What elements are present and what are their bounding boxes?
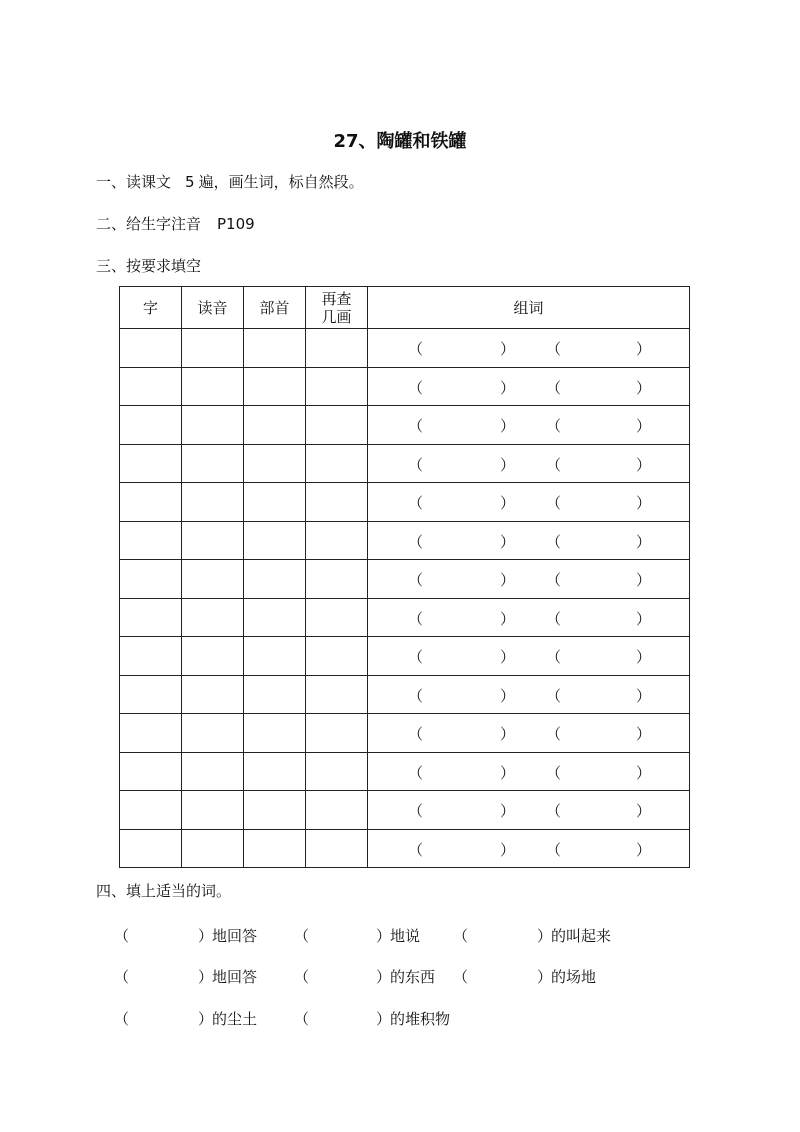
paren-close: ） <box>500 417 516 436</box>
cell-radical[interactable] <box>244 329 306 368</box>
cell-words[interactable] <box>368 521 690 560</box>
paren-close: ） <box>537 968 553 986</box>
paren-open: （ <box>546 840 562 859</box>
paren-open: （ <box>546 455 562 474</box>
fill-blank[interactable] <box>310 925 376 945</box>
cell-words[interactable] <box>368 406 690 445</box>
fill-blank[interactable] <box>130 925 198 945</box>
section-2-label: 二、给生字注音 <box>96 215 202 233</box>
table-header-row <box>120 287 690 329</box>
cell-words[interactable] <box>368 675 690 714</box>
fill-blank[interactable] <box>130 966 198 986</box>
cell-radical[interactable] <box>244 752 306 791</box>
paren-open: （ <box>294 927 310 945</box>
paren-close: ） <box>198 968 214 986</box>
cell-strokes[interactable] <box>306 675 368 714</box>
paren-open: （ <box>546 494 562 513</box>
header-char: 字 <box>120 287 182 329</box>
cell-radical[interactable] <box>244 829 306 868</box>
header-strokes-text: 再查 几画 <box>321 289 352 326</box>
section-3-label: 三、按要求填空 <box>96 257 202 275</box>
paren-close: ） <box>636 840 652 859</box>
section-1-text: 遍，画生词，标自然段。 <box>198 173 364 191</box>
paren-open: （ <box>453 927 469 945</box>
paren-open: （ <box>408 532 424 551</box>
cell-strokes[interactable] <box>306 521 368 560</box>
cell-strokes[interactable] <box>306 791 368 830</box>
cell-char[interactable] <box>120 752 182 791</box>
fill-blank[interactable] <box>469 925 537 945</box>
paren-open: （ <box>294 968 310 986</box>
paren-close: ） <box>500 763 516 782</box>
cell-words[interactable] <box>368 714 690 753</box>
table-row <box>120 714 690 753</box>
paren-open: （ <box>453 968 469 986</box>
header-pinyin: 读音 <box>182 287 244 329</box>
table-row <box>120 560 690 599</box>
cell-radical[interactable] <box>244 367 306 406</box>
paren-open: （ <box>408 802 424 821</box>
table-row <box>120 791 690 830</box>
fill-word: 地回答 <box>212 968 258 986</box>
paren-open: （ <box>114 968 130 986</box>
fill-blank[interactable] <box>310 1008 376 1028</box>
paren-close: ） <box>636 417 652 436</box>
fill-blank[interactable] <box>130 1008 198 1028</box>
cell-char[interactable] <box>120 483 182 522</box>
paren-close: ） <box>636 378 652 397</box>
paren-close: ） <box>636 455 652 474</box>
cell-pinyin[interactable] <box>182 637 244 676</box>
paren-close: ） <box>636 609 652 628</box>
cell-radical[interactable] <box>244 714 306 753</box>
paren-close: ） <box>636 725 652 744</box>
fill-table <box>119 286 690 868</box>
cell-words[interactable] <box>368 598 690 637</box>
paren-close: ） <box>636 686 652 705</box>
table-row <box>120 367 690 406</box>
cell-char[interactable] <box>120 444 182 483</box>
fill-word: 地回答 <box>212 927 258 945</box>
paren-close: ） <box>500 609 516 628</box>
fill-word: 的东西 <box>390 968 436 986</box>
paren-open: （ <box>408 417 424 436</box>
paren-close: ） <box>500 455 516 474</box>
cell-radical[interactable] <box>244 444 306 483</box>
paren-close: ） <box>500 802 516 821</box>
paren-open: （ <box>546 648 562 667</box>
table-row <box>120 598 690 637</box>
paren-open: （ <box>546 725 562 744</box>
section-2-page: P109 <box>217 215 255 233</box>
cell-pinyin[interactable] <box>182 367 244 406</box>
cell-radical[interactable] <box>244 791 306 830</box>
cell-pinyin[interactable] <box>182 483 244 522</box>
cell-pinyin[interactable] <box>182 675 244 714</box>
paren-close: ） <box>500 840 516 859</box>
cell-words[interactable] <box>368 791 690 830</box>
table-row <box>120 752 690 791</box>
paren-open: （ <box>408 455 424 474</box>
cell-char[interactable] <box>120 598 182 637</box>
cell-radical[interactable] <box>244 560 306 599</box>
cell-radical[interactable] <box>244 675 306 714</box>
cell-strokes[interactable] <box>306 367 368 406</box>
cell-words[interactable] <box>368 483 690 522</box>
cell-pinyin[interactable] <box>182 598 244 637</box>
table-row <box>120 483 690 522</box>
table-row <box>120 406 690 445</box>
paren-open: （ <box>408 571 424 590</box>
cell-strokes[interactable] <box>306 483 368 522</box>
paren-open: （ <box>408 609 424 628</box>
cell-words[interactable] <box>368 367 690 406</box>
paren-close: ） <box>500 686 516 705</box>
paren-open: （ <box>408 340 424 359</box>
paren-close: ） <box>376 1010 392 1028</box>
cell-pinyin[interactable] <box>182 444 244 483</box>
header-strokes <box>306 287 368 329</box>
paren-close: ） <box>636 571 652 590</box>
section-4 <box>96 880 231 901</box>
table-row <box>120 637 690 676</box>
section-4-label: 四、填上适当的词。 <box>96 882 232 900</box>
cell-words[interactable] <box>368 829 690 868</box>
page-title: 27、陶罐和铁罐 <box>333 131 467 152</box>
cell-char[interactable] <box>120 521 182 560</box>
paren-open: （ <box>546 802 562 821</box>
section-3 <box>96 255 201 276</box>
cell-char[interactable] <box>120 367 182 406</box>
cell-strokes[interactable] <box>306 560 368 599</box>
cell-radical[interactable] <box>244 637 306 676</box>
paren-close: ） <box>636 532 652 551</box>
paren-close: ） <box>198 1010 214 1028</box>
paren-open: （ <box>408 378 424 397</box>
cell-words[interactable] <box>368 444 690 483</box>
paren-close: ） <box>500 340 516 359</box>
paren-open: （ <box>408 763 424 782</box>
cell-char[interactable] <box>120 406 182 445</box>
paren-open: （ <box>408 840 424 859</box>
fill-blank[interactable] <box>310 966 376 986</box>
paren-open: （ <box>114 1010 130 1028</box>
cell-radical[interactable] <box>244 406 306 445</box>
table-row <box>120 675 690 714</box>
cell-strokes[interactable] <box>306 752 368 791</box>
table-row <box>120 444 690 483</box>
cell-strokes[interactable] <box>306 406 368 445</box>
cell-char[interactable] <box>120 560 182 599</box>
cell-strokes[interactable] <box>306 637 368 676</box>
cell-words[interactable] <box>368 637 690 676</box>
cell-pinyin[interactable] <box>182 329 244 368</box>
cell-char[interactable] <box>120 329 182 368</box>
paren-open: （ <box>546 340 562 359</box>
cell-char[interactable] <box>120 675 182 714</box>
cell-words[interactable] <box>368 560 690 599</box>
cell-pinyin[interactable] <box>182 521 244 560</box>
section-1 <box>96 171 364 192</box>
cell-strokes[interactable] <box>306 598 368 637</box>
paren-open: （ <box>408 725 424 744</box>
cell-words[interactable] <box>368 752 690 791</box>
fill-word: 的叫起来 <box>551 927 612 945</box>
fill-word: 的堆积物 <box>390 1010 451 1028</box>
paren-close: ） <box>537 927 553 945</box>
paren-open: （ <box>546 571 562 590</box>
cell-char[interactable] <box>120 829 182 868</box>
cell-pinyin[interactable] <box>182 560 244 599</box>
paren-open: （ <box>408 494 424 513</box>
section-2 <box>96 213 255 234</box>
paren-open: （ <box>546 417 562 436</box>
paren-close: ） <box>500 648 516 667</box>
cell-pinyin[interactable] <box>182 752 244 791</box>
paren-open: （ <box>546 763 562 782</box>
cell-words[interactable] <box>368 329 690 368</box>
cell-pinyin[interactable] <box>182 829 244 868</box>
paren-close: ） <box>636 494 652 513</box>
table-row <box>120 521 690 560</box>
section-1-label: 一、读课文 <box>96 173 172 191</box>
paren-close: ） <box>636 763 652 782</box>
paren-close: ） <box>636 648 652 667</box>
paren-close: ） <box>198 927 214 945</box>
cell-pinyin[interactable] <box>182 406 244 445</box>
cell-char[interactable] <box>120 714 182 753</box>
section-1-count: 5 <box>185 173 195 191</box>
cell-char[interactable] <box>120 791 182 830</box>
cell-pinyin[interactable] <box>182 714 244 753</box>
cell-radical[interactable] <box>244 483 306 522</box>
paren-open: （ <box>408 648 424 667</box>
table-row <box>120 829 690 868</box>
paren-close: ） <box>500 725 516 744</box>
paren-close: ） <box>636 802 652 821</box>
cell-radical[interactable] <box>244 598 306 637</box>
cell-pinyin[interactable] <box>182 791 244 830</box>
paren-close: ） <box>636 340 652 359</box>
cell-radical[interactable] <box>244 521 306 560</box>
fill-word: 的场地 <box>551 968 597 986</box>
cell-strokes[interactable] <box>306 444 368 483</box>
paren-open: （ <box>546 532 562 551</box>
paren-open: （ <box>114 927 130 945</box>
table-row <box>120 329 690 368</box>
paren-close: ） <box>376 968 392 986</box>
paren-open: （ <box>546 378 562 397</box>
cell-strokes[interactable] <box>306 714 368 753</box>
fill-word: 地说 <box>390 927 421 945</box>
cell-char[interactable] <box>120 637 182 676</box>
paren-open: （ <box>408 686 424 705</box>
paren-close: ） <box>500 571 516 590</box>
paren-close: ） <box>500 494 516 513</box>
paren-open: （ <box>546 686 562 705</box>
paren-open: （ <box>294 1010 310 1028</box>
cell-strokes[interactable] <box>306 329 368 368</box>
paren-close: ） <box>376 927 392 945</box>
paren-close: ） <box>500 532 516 551</box>
header-words: 组词 <box>368 287 690 329</box>
cell-strokes[interactable] <box>306 829 368 868</box>
header-radical: 部首 <box>244 287 306 329</box>
fill-word: 的尘土 <box>212 1010 258 1028</box>
paren-open: （ <box>546 609 562 628</box>
paren-close: ） <box>500 378 516 397</box>
fill-blank[interactable] <box>469 966 537 986</box>
